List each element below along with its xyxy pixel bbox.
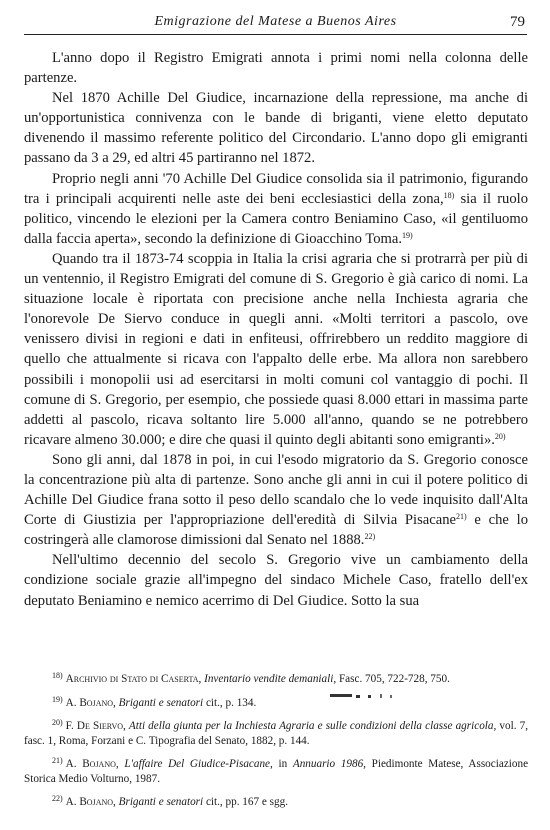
running-title: Emigrazione del Matese a Buenos Aires — [154, 14, 397, 29]
footnote-author: A. Bojano, — [65, 796, 116, 808]
paragraph-text: e che lo costringerà alle clamorose dimissioni dal Senato nel 1888. — [24, 512, 528, 549]
paragraph-text: Quando tra il 1873-74 scoppia in Italia la crisi agraria che si protrarrà per più di un ventennio, il Registro Emigrati del comune di S. Gregorio è già carico di nomi. La situazione locale è riportata con precisione anche nella Inchiesta agraria che l'onorevole De Siervo conduce in quegli anni. «Molti territori a pascolo, ove venissero divisi in regioni e dati in enfiteusi, offrirebbero un reddito maggiore di quello che attualmente si ricava con l'appalto delle erbe. Ma allora non sarebbero possibili i monopolii usi ad esercitarsi in molti comuni col vantaggio di pochi. Il comune di S. Gregorio, per esempio, che possiede quasi 8.000 ettari in massima parte addetti al pascolo, ricava soltanto lire 5.000 all'anno, quando se ne potrebbero ricavare almeno 30.000; e dire che quasi il quinto degli abitanti sono emigranti». — [24, 250, 528, 448]
footnote-rest: cit., pp. 167 e sgg. — [203, 796, 288, 808]
footnote-19 — [24, 690, 528, 714]
footnote-ref-19[interactable]: 19) — [401, 230, 413, 240]
paragraph-3 — [24, 169, 528, 249]
footnote-title: Atti della giunta per la Inchiesta Agraria e sulle condizioni della classe agricola, — [128, 720, 497, 732]
paragraph-6 — [24, 550, 528, 610]
smudge-mark — [356, 695, 360, 698]
page-header — [24, 12, 527, 35]
footnote-title: L'affaire Del Giudice-Pisacane, — [124, 758, 273, 770]
footnote-title: Inventario vendite demaniali, — [204, 673, 337, 685]
footnote-author: F. De Siervo, — [65, 720, 126, 732]
footnote-title-2: Annuario 1986, — [292, 758, 366, 770]
footnote-number: 18) — [52, 671, 63, 680]
smudge-mark — [368, 695, 371, 698]
footnote-22 — [24, 789, 528, 813]
paragraph-text: Sono gli anni, dal 1878 in poi, in cui l'esodo migratorio da S. Gregorio conosce la concentrazione più alta di partenze. Sono anche gli anni in cui il potere politico di Achille Del Giudice frana sotto il peso dello scandalo che lo vede inquisito dall'Alta Corte di Giustizia per l'appropriazione dell'eredità di Silvia Pisacane — [24, 451, 528, 529]
paragraph-text: L'anno dopo il Registro Emigrati annota i primi nomi nella colonna delle partenze. — [24, 50, 528, 87]
paragraph-text: sia il ruolo politico, vincendo le elezioni per la Camera contro Beniamino Caso, «il gentiluomo dalla faccia aperta», secondo la definizione di Gioacchino Toma. — [24, 190, 528, 247]
footnote-rest: Fasc. 705, 722-728, 750. — [336, 673, 450, 685]
footnote-title: Briganti e senatori — [118, 796, 204, 808]
footnote-number: 22) — [52, 794, 63, 803]
body-text — [24, 48, 528, 611]
footnote-21 — [24, 751, 528, 789]
footnote-ref-18[interactable]: 18) — [443, 190, 455, 200]
smudge-mark — [330, 694, 352, 697]
footnote-rest: cit., p. 134. — [203, 696, 257, 709]
footnote-rest: vol. 7, fasc. 1, Roma, Forzani e C. Tipografia del Senato, 1882, p. 144. — [24, 720, 528, 747]
footnote-ref-20[interactable]: 20) — [494, 431, 506, 441]
paragraph-text: Nell'ultimo decennio del secolo S. Gregorio vive un cambiamento della condizione sociale grazie all'impegno del sindaco Michele Caso, fratello dell'ex deputato Beniamino e nemico acerrimo di Del Giudice. Sotto la sua — [24, 552, 528, 609]
footnotes — [24, 666, 528, 813]
footnote-ref-22[interactable]: 22) — [364, 532, 376, 542]
paragraph-4 — [24, 249, 528, 450]
scan-smudge-marks — [328, 690, 408, 700]
footnote-18 — [24, 666, 528, 690]
footnote-rest: Piedimonte Matese, Associazione Storica Medio Volturno, 1987. — [24, 758, 529, 785]
footnote-author: A. Bojano, — [65, 696, 116, 709]
footnote-author: A. Bojano, — [65, 758, 119, 770]
footnote-author: Archivio di Stato di Caserta, — [65, 673, 202, 685]
footnote-ref-21[interactable]: 21) — [455, 512, 467, 522]
paragraph-5 — [24, 450, 528, 550]
footnote-number: 19) — [52, 694, 63, 704]
footnote-title: Briganti e senatori — [118, 696, 204, 709]
paragraph-2 — [24, 88, 528, 168]
footnote-number: 20) — [52, 718, 63, 727]
footnote-connector: in — [272, 758, 293, 770]
paragraph-text: Nel 1870 Achille Del Giudice, incarnazione della repressione, ma anche di un'opportunistica connivenza con le bande di briganti, viene eletto deputato divenendo il massimo referente politico del Circondario. L'anno dopo gli emigranti passano da 3 a 29, ed altri 45 partiranno nel 1872. — [24, 90, 528, 167]
footnote-20 — [24, 713, 528, 751]
page-number: 79 — [510, 14, 525, 30]
smudge-mark — [380, 694, 382, 698]
footnote-number: 21) — [52, 756, 63, 765]
paragraph-1 — [24, 48, 528, 88]
paragraph-text: Proprio negli anni '70 Achille Del Giudice consolida sia il patrimonio, figurando tra i principali acquirenti nelle aste dei beni ecclesiastici della zona, — [24, 170, 528, 207]
smudge-mark — [390, 695, 392, 698]
